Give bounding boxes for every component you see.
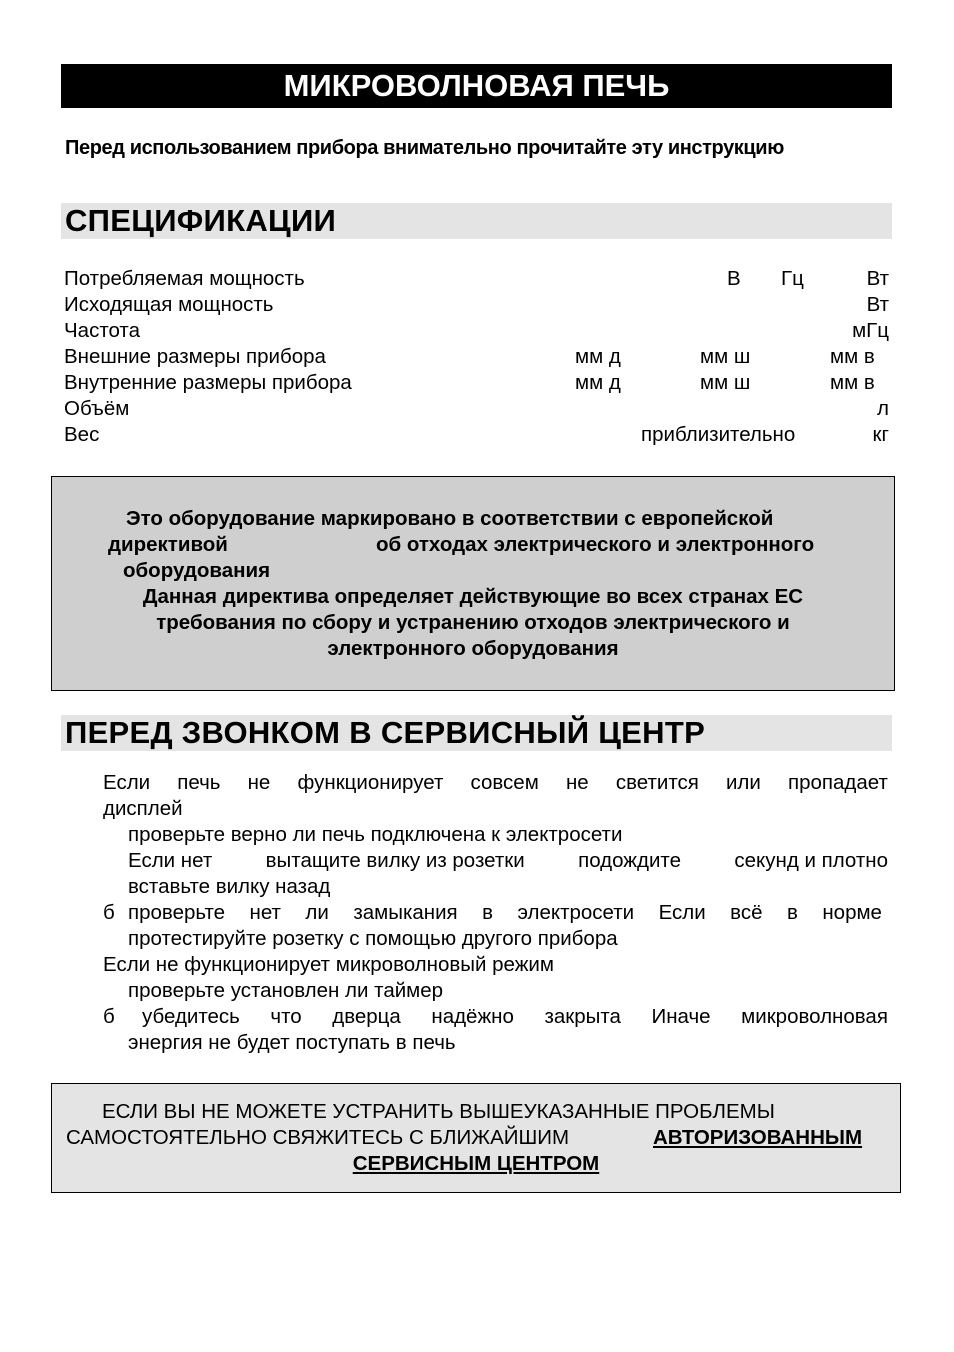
- notice-emphasis: СЕРВИСНЫМ ЦЕНТРОМ: [352, 1152, 600, 1175]
- notice-emphasis: АВТОРИЗОВАННЫМ: [653, 1126, 863, 1149]
- spec-unit: приблизительно: [641, 423, 796, 446]
- troubleshoot-text: проверьте установлен ли таймер: [128, 979, 444, 1002]
- troubleshoot-text: вставьте вилку назад: [128, 875, 331, 898]
- weee-text: Данная директива определяет действующие во всех странах ЕС: [142, 585, 804, 608]
- troubleshoot-text: энергия не будет поступать в печь: [128, 1031, 456, 1054]
- troubleshoot-text: проверьте нет ли замыкания в электросети Если всё в норме: [128, 901, 882, 924]
- spec-unit: кг: [872, 423, 889, 446]
- troubleshoot-text: протестируйте розетку с помощью другого прибора: [128, 927, 618, 950]
- spec-unit: Гц: [781, 267, 804, 290]
- page-title: МИКРОВОЛНОВАЯ ПЕЧЬ: [61, 64, 892, 108]
- spec-unit: мм в: [830, 345, 875, 368]
- spec-label: Вес: [64, 423, 100, 446]
- spec-unit: мм д: [575, 371, 621, 394]
- spec-unit: Вт: [866, 293, 889, 316]
- spec-unit: мГц: [852, 319, 889, 342]
- notice-text: ЕСЛИ ВЫ НЕ МОЖЕТЕ УСТРАНИТЬ ВЫШЕУКАЗАННЫЕ ПРОБЛЕМЫ: [102, 1100, 775, 1123]
- troubleshoot-text: дисплей: [103, 797, 183, 820]
- weee-text: директивой: [108, 533, 228, 556]
- weee-text: электронного оборудования: [327, 637, 619, 660]
- spec-label: Внутренние размеры прибора: [64, 371, 352, 394]
- notice-text: САМОСТОЯТЕЛЬНО СВЯЖИТЕСЬ С БЛИЖАЙШИМ: [66, 1126, 570, 1149]
- spec-label: Внешние размеры прибора: [64, 345, 326, 368]
- spec-unit: мм ш: [700, 345, 751, 368]
- service-heading: ПЕРЕД ЗВОНКОМ В СЕРВИСНЫЙ ЦЕНТР: [61, 715, 892, 751]
- weee-text: требования по сбору и устранению отходов электрического и: [156, 611, 790, 634]
- spec-unit: мм д: [575, 345, 621, 368]
- troubleshoot-text: проверьте верно ли печь подключена к электросети: [128, 823, 623, 846]
- spec-unit: л: [877, 397, 889, 420]
- spec-label: Объём: [64, 397, 130, 420]
- list-marker: б: [103, 1005, 115, 1028]
- spec-unit: В: [727, 267, 741, 290]
- troubleshoot-text: Если нет вытащите вилку из розетки подождите секунд и плотно: [128, 849, 888, 872]
- spec-unit: мм в: [830, 371, 875, 394]
- troubleshoot-item: Если не функционирует микроволновый режим: [103, 953, 554, 976]
- troubleshoot-item: Если печь не функционирует совсем не светится или пропадает: [103, 771, 888, 794]
- spec-label: Исходящая мощность: [64, 293, 274, 316]
- weee-text: оборудования: [123, 559, 271, 582]
- spec-label: Потребляемая мощность: [64, 267, 305, 290]
- troubleshoot-text: убедитесь что дверца надёжно закрыта Иначе микроволновая: [142, 1005, 888, 1028]
- spec-unit: мм ш: [700, 371, 751, 394]
- read-instructions-note: Перед использованием прибора внимательно прочитайте эту инструкцию: [65, 137, 784, 159]
- specs-heading: СПЕЦИФИКАЦИИ: [61, 203, 892, 239]
- list-marker: б: [103, 901, 115, 924]
- weee-text: об отходах электрического и электронного: [376, 533, 815, 556]
- spec-label: Частота: [64, 319, 140, 342]
- spec-unit: Вт: [866, 267, 889, 290]
- weee-text: Это оборудование маркировано в соответствии с европейской: [126, 507, 774, 530]
